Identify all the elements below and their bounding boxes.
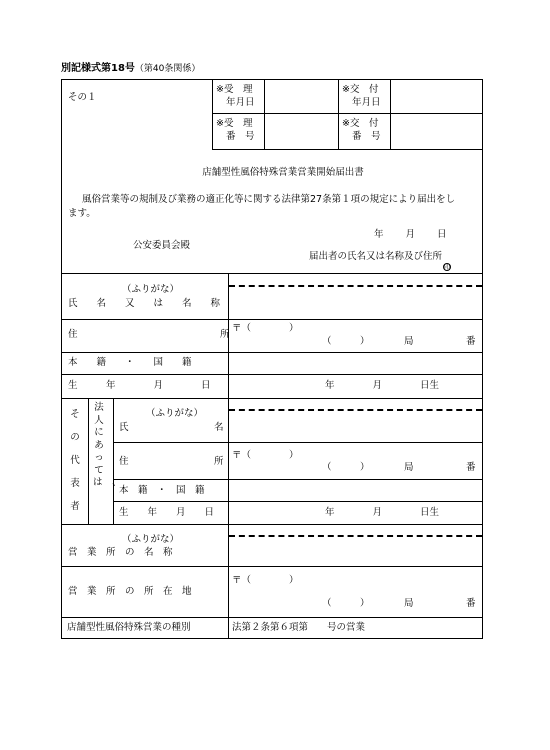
issue-date-label-1: ※交 付 — [342, 84, 379, 95]
rep-name-field[interactable] — [230, 411, 482, 441]
divider — [113, 398, 114, 524]
office-phone-number-label: 番 — [466, 598, 476, 609]
office-address-label: 営 業 所 の 所 在 地 — [68, 586, 192, 597]
seal-mark: 印 — [444, 264, 451, 271]
column-divider — [228, 273, 229, 639]
declaration-line-2: ます。 — [68, 208, 96, 219]
postal-code[interactable]: 〒（ ） — [232, 323, 299, 334]
divider — [212, 79, 213, 149]
rep-phone-number-label: 番 — [466, 462, 476, 473]
issue-no-label-1: ※交 付 — [342, 118, 379, 129]
divider — [61, 319, 483, 320]
addressee: 公安委員会殿 — [133, 240, 191, 251]
birth-value[interactable]: 年 月 日生 — [325, 380, 440, 391]
issue-no-field[interactable] — [391, 114, 482, 148]
accept-no-label-1: ※受 理 — [216, 118, 253, 129]
divider — [338, 79, 339, 149]
document-title: 店舗型性風俗特殊営業営業開始届出書 — [202, 167, 364, 178]
birth-label: 生 年 月 日 — [68, 380, 211, 391]
office-name-field[interactable] — [230, 537, 482, 565]
issue-date-label-2: 年月日 — [352, 97, 381, 108]
divider — [61, 524, 483, 525]
form-article-note: （第40条関係） — [134, 64, 201, 74]
phone-number-label: 番 — [466, 336, 476, 347]
honseki-field[interactable] — [230, 353, 482, 373]
divider — [61, 617, 483, 618]
furigana-separator — [229, 285, 482, 287]
submission-date: 年 月 日 — [374, 229, 448, 240]
part-label: その１ — [68, 92, 97, 103]
divider — [113, 442, 483, 443]
address-label: 住 所 — [68, 329, 230, 340]
declaration-line-1: 風俗営業等の規制及び業務の適正化等に関する法律第27条第１項の規定により届出をし — [82, 194, 456, 205]
accept-no-label-2: 番 号 — [226, 131, 255, 142]
rep-phone-area[interactable]: （ ） — [322, 462, 370, 473]
phone-area[interactable]: （ ） — [322, 336, 370, 347]
rep-birth-value[interactable]: 年 月 日生 — [325, 507, 440, 518]
office-phone-area[interactable]: （ ） — [322, 598, 370, 609]
divider — [212, 149, 483, 150]
rep-address-label: 住 所 — [119, 456, 224, 467]
rep-honseki-field[interactable] — [230, 480, 482, 500]
issue-no-label-2: 番 号 — [352, 131, 381, 142]
divider — [61, 398, 483, 399]
name-label: 氏 名 又 は 名 称 — [68, 298, 221, 309]
rep-postal-code[interactable]: 〒（ ） — [232, 450, 299, 461]
office-postal-code[interactable]: 〒（ ） — [232, 575, 299, 586]
accept-no-field[interactable] — [265, 114, 337, 148]
corp-heading-representative: そ の 代 表 者 — [70, 409, 90, 512]
corp-heading-if-corporation: 法 人 に あ っ て は 、 — [93, 402, 122, 488]
name-furigana-field[interactable] — [230, 274, 482, 284]
office-furigana-label: （ふりがな） — [122, 534, 180, 545]
accept-date-field[interactable] — [265, 80, 337, 112]
rep-name-label: 氏 名 — [119, 422, 224, 433]
business-type-label: 店舗型性風俗特殊営業の種別 — [67, 622, 191, 633]
office-name-label: 営 業 所 の 名 称 — [68, 547, 173, 558]
divider — [113, 501, 483, 502]
divider — [61, 374, 483, 375]
office-phone-exchange-label: 局 — [404, 598, 414, 609]
rep-phone-exchange-label: 局 — [404, 462, 414, 473]
issue-date-field[interactable] — [391, 80, 482, 112]
accept-date-label-2: 年月日 — [226, 97, 255, 108]
form-number: 別記様式第18号 — [61, 63, 135, 74]
applicant-label: 届出者の氏名又は名称及び住所 — [309, 251, 443, 262]
name-field[interactable] — [230, 288, 482, 318]
business-type-value[interactable]: 法第２条第６項第 号の営業 — [232, 622, 366, 633]
rep-birth-label: 生 年 月 日 — [119, 507, 215, 518]
form-title — [61, 64, 200, 74]
phone-exchange-label: 局 — [404, 336, 414, 347]
rep-furigana-label: （ふりがな） — [146, 408, 204, 419]
accept-date-label-1: ※受 理 — [216, 84, 253, 95]
honseki-label: 本 籍 ・ 国 籍 — [68, 357, 192, 368]
rep-honseki-label: 本 籍 ・ 国 籍 — [119, 485, 205, 496]
divider — [61, 566, 483, 567]
furigana-label: （ふりがな） — [122, 284, 180, 295]
